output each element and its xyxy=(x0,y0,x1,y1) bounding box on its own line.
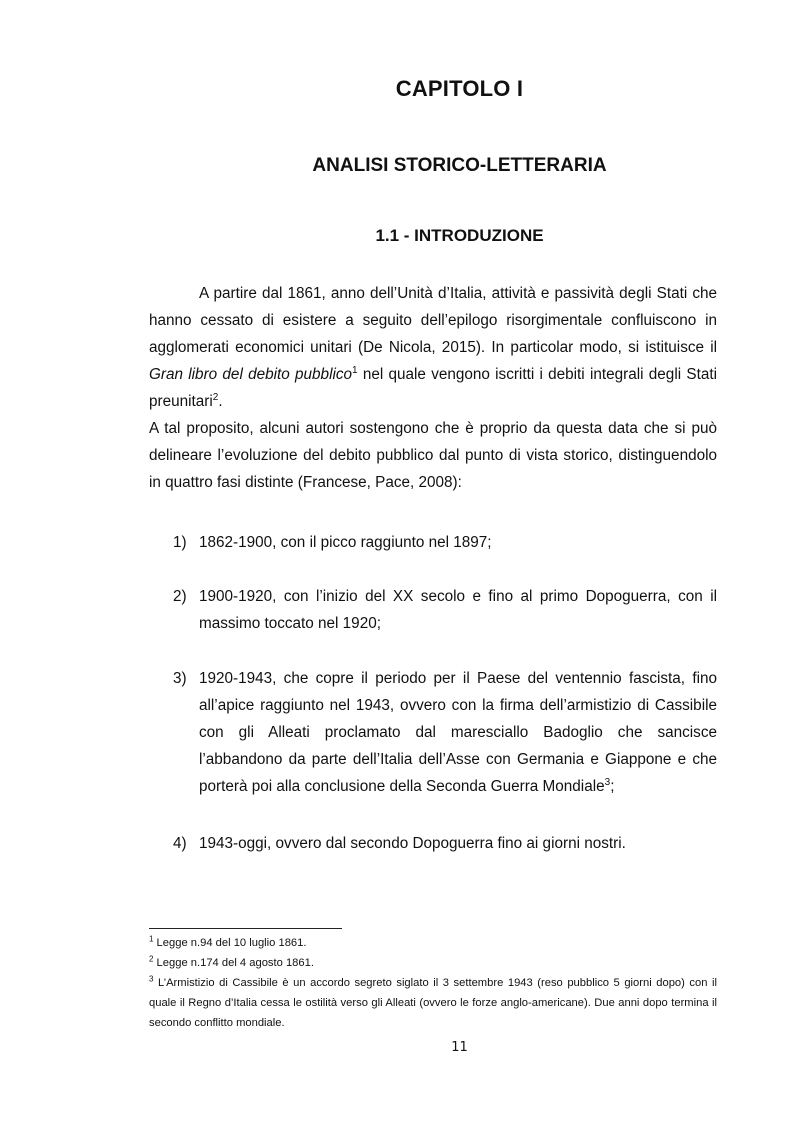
list-number: 1) xyxy=(173,534,187,551)
footnote xyxy=(149,933,717,953)
paragraph-text: A partire dal 1861, anno dell’Unità d’Italia, attività e passività degli Stati che hanno cessato di esistere a seguito dell’epilogo risorgimentale confluiscono in agglomerati economici unitari (De Nicola, 2015). In particolar modo, si istituisce il xyxy=(149,285,717,356)
list-number: 2) xyxy=(173,588,187,605)
intro-paragraph xyxy=(149,280,717,415)
list-text: 1943-oggi, ovvero dal secondo Dopoguerra fino ai giorni nostri. xyxy=(199,835,626,852)
footnote-number: 2 xyxy=(149,954,154,964)
paragraph-text: nel quale vengono iscritti i debiti integrali degli Stati preunitari xyxy=(149,366,717,410)
footnote-text: Legge n.94 del 10 luglio 1861. xyxy=(153,937,307,949)
list-text xyxy=(199,665,717,800)
page-number: 11 xyxy=(451,1040,468,1055)
footnote-ref[interactable]: 1 xyxy=(352,364,358,376)
list-text: 1862-1900, con il picco raggiunto nel 1897; xyxy=(199,534,492,551)
footnotes xyxy=(149,933,717,1033)
section-title: ANALISI STORICO-LETTERARIA xyxy=(312,155,607,176)
chapter-title: CAPITOLO I xyxy=(395,76,524,101)
footnote-number: 1 xyxy=(149,934,154,944)
list-number: 4) xyxy=(173,835,187,852)
footnote-text: Legge n.174 del 4 agosto 1861. xyxy=(153,957,314,969)
list-text-end: ; xyxy=(610,778,615,795)
footnote-number: 3 xyxy=(149,974,154,984)
list-number: 3) xyxy=(173,670,187,687)
paragraph-text: . xyxy=(218,393,223,410)
footnote-ref[interactable]: 3 xyxy=(604,776,611,788)
subsection-title: 1.1 - INTRODUZIONE xyxy=(375,226,544,245)
italic-title: Gran libro del debito pubblico xyxy=(149,366,353,383)
phases-paragraph: A tal proposito, alcuni autori sostengono che è proprio da questa data che si può delineare l’evoluzione del debito pubblico dal punto di vista storico, distinguendolo in quattro fasi distinte (Francese, Pace, 2008): xyxy=(149,420,717,491)
footnote xyxy=(149,953,717,973)
footnote-text: L’Armistizio di Cassibile è un accordo segreto siglato il 3 settembre 1943 (reso pubblico 5 giorni dopo) con il quale il Regno d’Italia cessa le ostilità verso gli Alleati (ovvero le forze anglo-americane). Due anni dopo termina il secondo conflitto mondiale. xyxy=(149,977,717,1029)
footnote-ref[interactable]: 2 xyxy=(212,391,219,403)
list-text-body: 1920-1943, che copre il periodo per il Paese del ventennio fascista, fino all’apice raggiunto nel 1943, ovvero con la firma dell’armistizio di Cassibile con gli Alleati proclamato dal maresciallo Badoglio che sancisce l’abbandono da parte dell’Italia dell’Asse con Germania e Giappone e che porterà poi alla conclusione della Seconda Guerra Mondiale xyxy=(199,670,717,795)
footnote xyxy=(149,973,717,1033)
footnote-divider xyxy=(149,928,342,929)
list-text: 1900-1920, con l’inizio del XX secolo e fino al primo Dopoguerra, con il massimo toccato nel 1920; xyxy=(199,588,717,632)
